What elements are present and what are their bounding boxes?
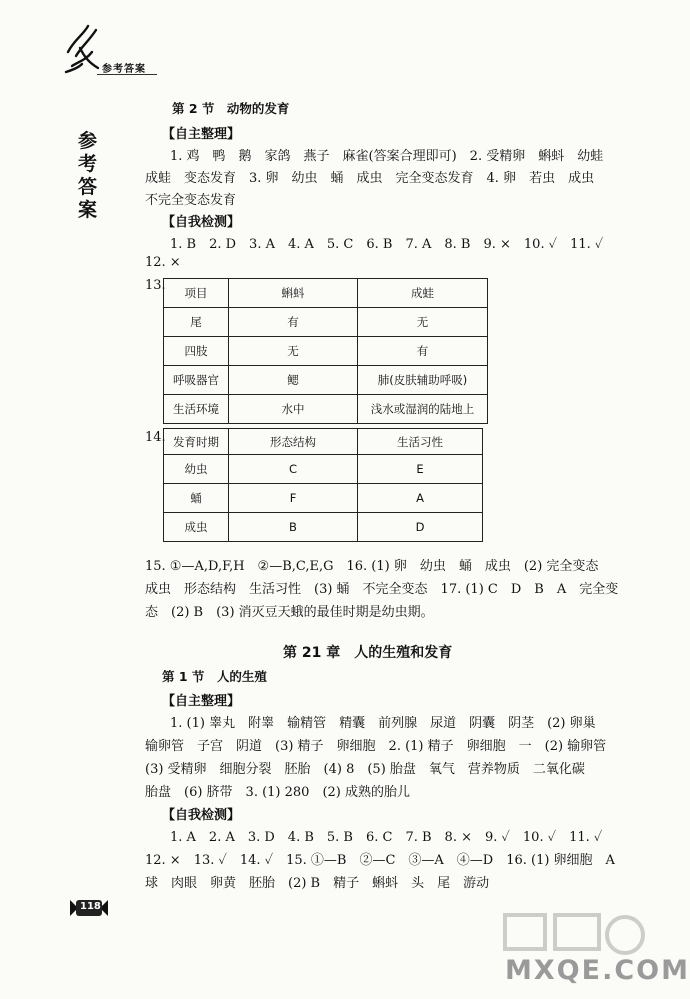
table-cell: 有 [358, 337, 488, 366]
table-row [164, 484, 483, 513]
section-title: 第 2 节 动物的发育 [172, 101, 290, 116]
answer-line: 不完全变态发育 [145, 193, 237, 208]
table-cell: 幼虫 [164, 455, 229, 484]
table-cell: 无 [229, 337, 358, 366]
table-13 [163, 278, 488, 424]
section-title: 第 1 节 人的生殖 [162, 669, 267, 684]
page-number: 118 [80, 901, 101, 912]
table-cell: 生活环境 [164, 395, 229, 424]
answer-line: 15. ①—A,D,F,H ②—B,C,E,G 16. (1) 卵 幼虫 蛹 成虫 (2) 完全变态 [145, 559, 599, 574]
table-cell: B [229, 513, 358, 542]
table-row [164, 513, 483, 542]
side-tab-text: 参考答案 [78, 130, 98, 221]
answer-line: 1. (1) 睾丸 附睾 输精管 精囊 前列腺 尿道 阴囊 阴茎 (2) 卵巢 [170, 716, 596, 731]
answer-line: 球 肉眼 卵黄 胚胎 (2) B 精子 蝌蚪 头 尾 游动 [145, 876, 490, 891]
table-cell: 成虫 [164, 513, 229, 542]
answer-line: 态 (2) B (3) 消灭豆天蛾的最佳时期是幼虫期。 [145, 605, 434, 620]
table-cell: 鳃 [229, 366, 358, 395]
table-row [164, 366, 488, 395]
jiance-heading: 【自我检测】 [162, 215, 241, 230]
answer-line: 输卵管 子宫 阴道 (3) 精子 卵细胞 2. (1) 精子 卵细胞 一 (2) 输卵管 [145, 739, 607, 754]
table-cell: C [229, 455, 358, 484]
table-cell: 有 [229, 308, 358, 337]
answer-line: 1. 鸡 鸭 鹅 家鸽 燕子 麻雀(答案合理即可) 2. 受精卵 蝌蚪 幼蛙 [170, 149, 604, 164]
chapter-title: 第 21 章 人的生殖和发育 [283, 645, 453, 661]
zizhu-heading: 【自主整理】 [162, 127, 241, 142]
table-row [164, 337, 488, 366]
table-cell: 四肢 [164, 337, 229, 366]
table-row [164, 429, 483, 455]
table-row [164, 395, 488, 424]
table-cell: 蛹 [164, 484, 229, 513]
page-number-badge [70, 898, 108, 918]
answer-line: 成蛙 变态发育 3. 卵 幼虫 蛹 成虫 完全变态发育 4. 卵 若虫 成虫 [145, 171, 595, 186]
table-cell: 尾 [164, 308, 229, 337]
table-cell: D [358, 513, 483, 542]
table-cell: 呼吸器官 [164, 366, 229, 395]
table-cell: 浅水或湿润的陆地上 [358, 395, 488, 424]
watermark-text: MXQE.COM [505, 955, 690, 986]
table-row [164, 279, 488, 308]
table-cell: 肺(皮肤辅助呼吸) [358, 366, 488, 395]
header-rule [97, 74, 157, 75]
zizhu-heading: 【自主整理】 [162, 694, 241, 709]
table-cell: 蝌蚪 [229, 279, 358, 308]
table-cell: E [358, 455, 483, 484]
table-row [164, 308, 488, 337]
table-cell: 无 [358, 308, 488, 337]
table-cell: A [358, 484, 483, 513]
table-cell: 发育时期 [164, 429, 229, 455]
table-cell: 水中 [229, 395, 358, 424]
table-row [164, 455, 483, 484]
answer-line: 1. B 2. D 3. A 4. A 5. C 6. B 7. A 8. B 9. × 10. ✓ 11. ✓ [170, 237, 604, 252]
answer-line: 12. × [145, 255, 181, 270]
table-cell: 形态结构 [229, 429, 358, 455]
answer-line: 12. × 13. ✓ 14. ✓ 15. ①—B ②—C ③—A ④—D 16. (1) 卵细胞 A [145, 853, 615, 868]
jiance-heading: 【自我检测】 [162, 808, 241, 823]
table-cell: F [229, 484, 358, 513]
answer-line: (3) 受精卵 细胞分裂 胚胎 (4) 8 (5) 胎盘 氧气 营养物质 二氧化碳 [145, 762, 585, 777]
table-cell: 项目 [164, 279, 229, 308]
header-label: 参考答案 [102, 64, 146, 75]
side-tab [71, 130, 101, 222]
question-13-label: 13. [145, 278, 166, 293]
answer-line: 成虫 形态结构 生活习性 (3) 蛹 不完全变态 17. (1) C D B A 完全变 [145, 582, 619, 597]
table-14 [163, 428, 483, 542]
table-cell: 成蛙 [358, 279, 488, 308]
table-cell: 生活习性 [358, 429, 483, 455]
answer-line: 1. A 2. A 3. D 4. B 5. B 6. C 7. B 8. × 9. ✓ 10. ✓ 11. ✓ [170, 830, 603, 845]
header-logo-icon [58, 22, 106, 82]
answer-line: 胎盘 (6) 脐带 3. (1) 280 (2) 成熟的胎儿 [145, 785, 410, 800]
question-14-label: 14. [145, 430, 166, 445]
